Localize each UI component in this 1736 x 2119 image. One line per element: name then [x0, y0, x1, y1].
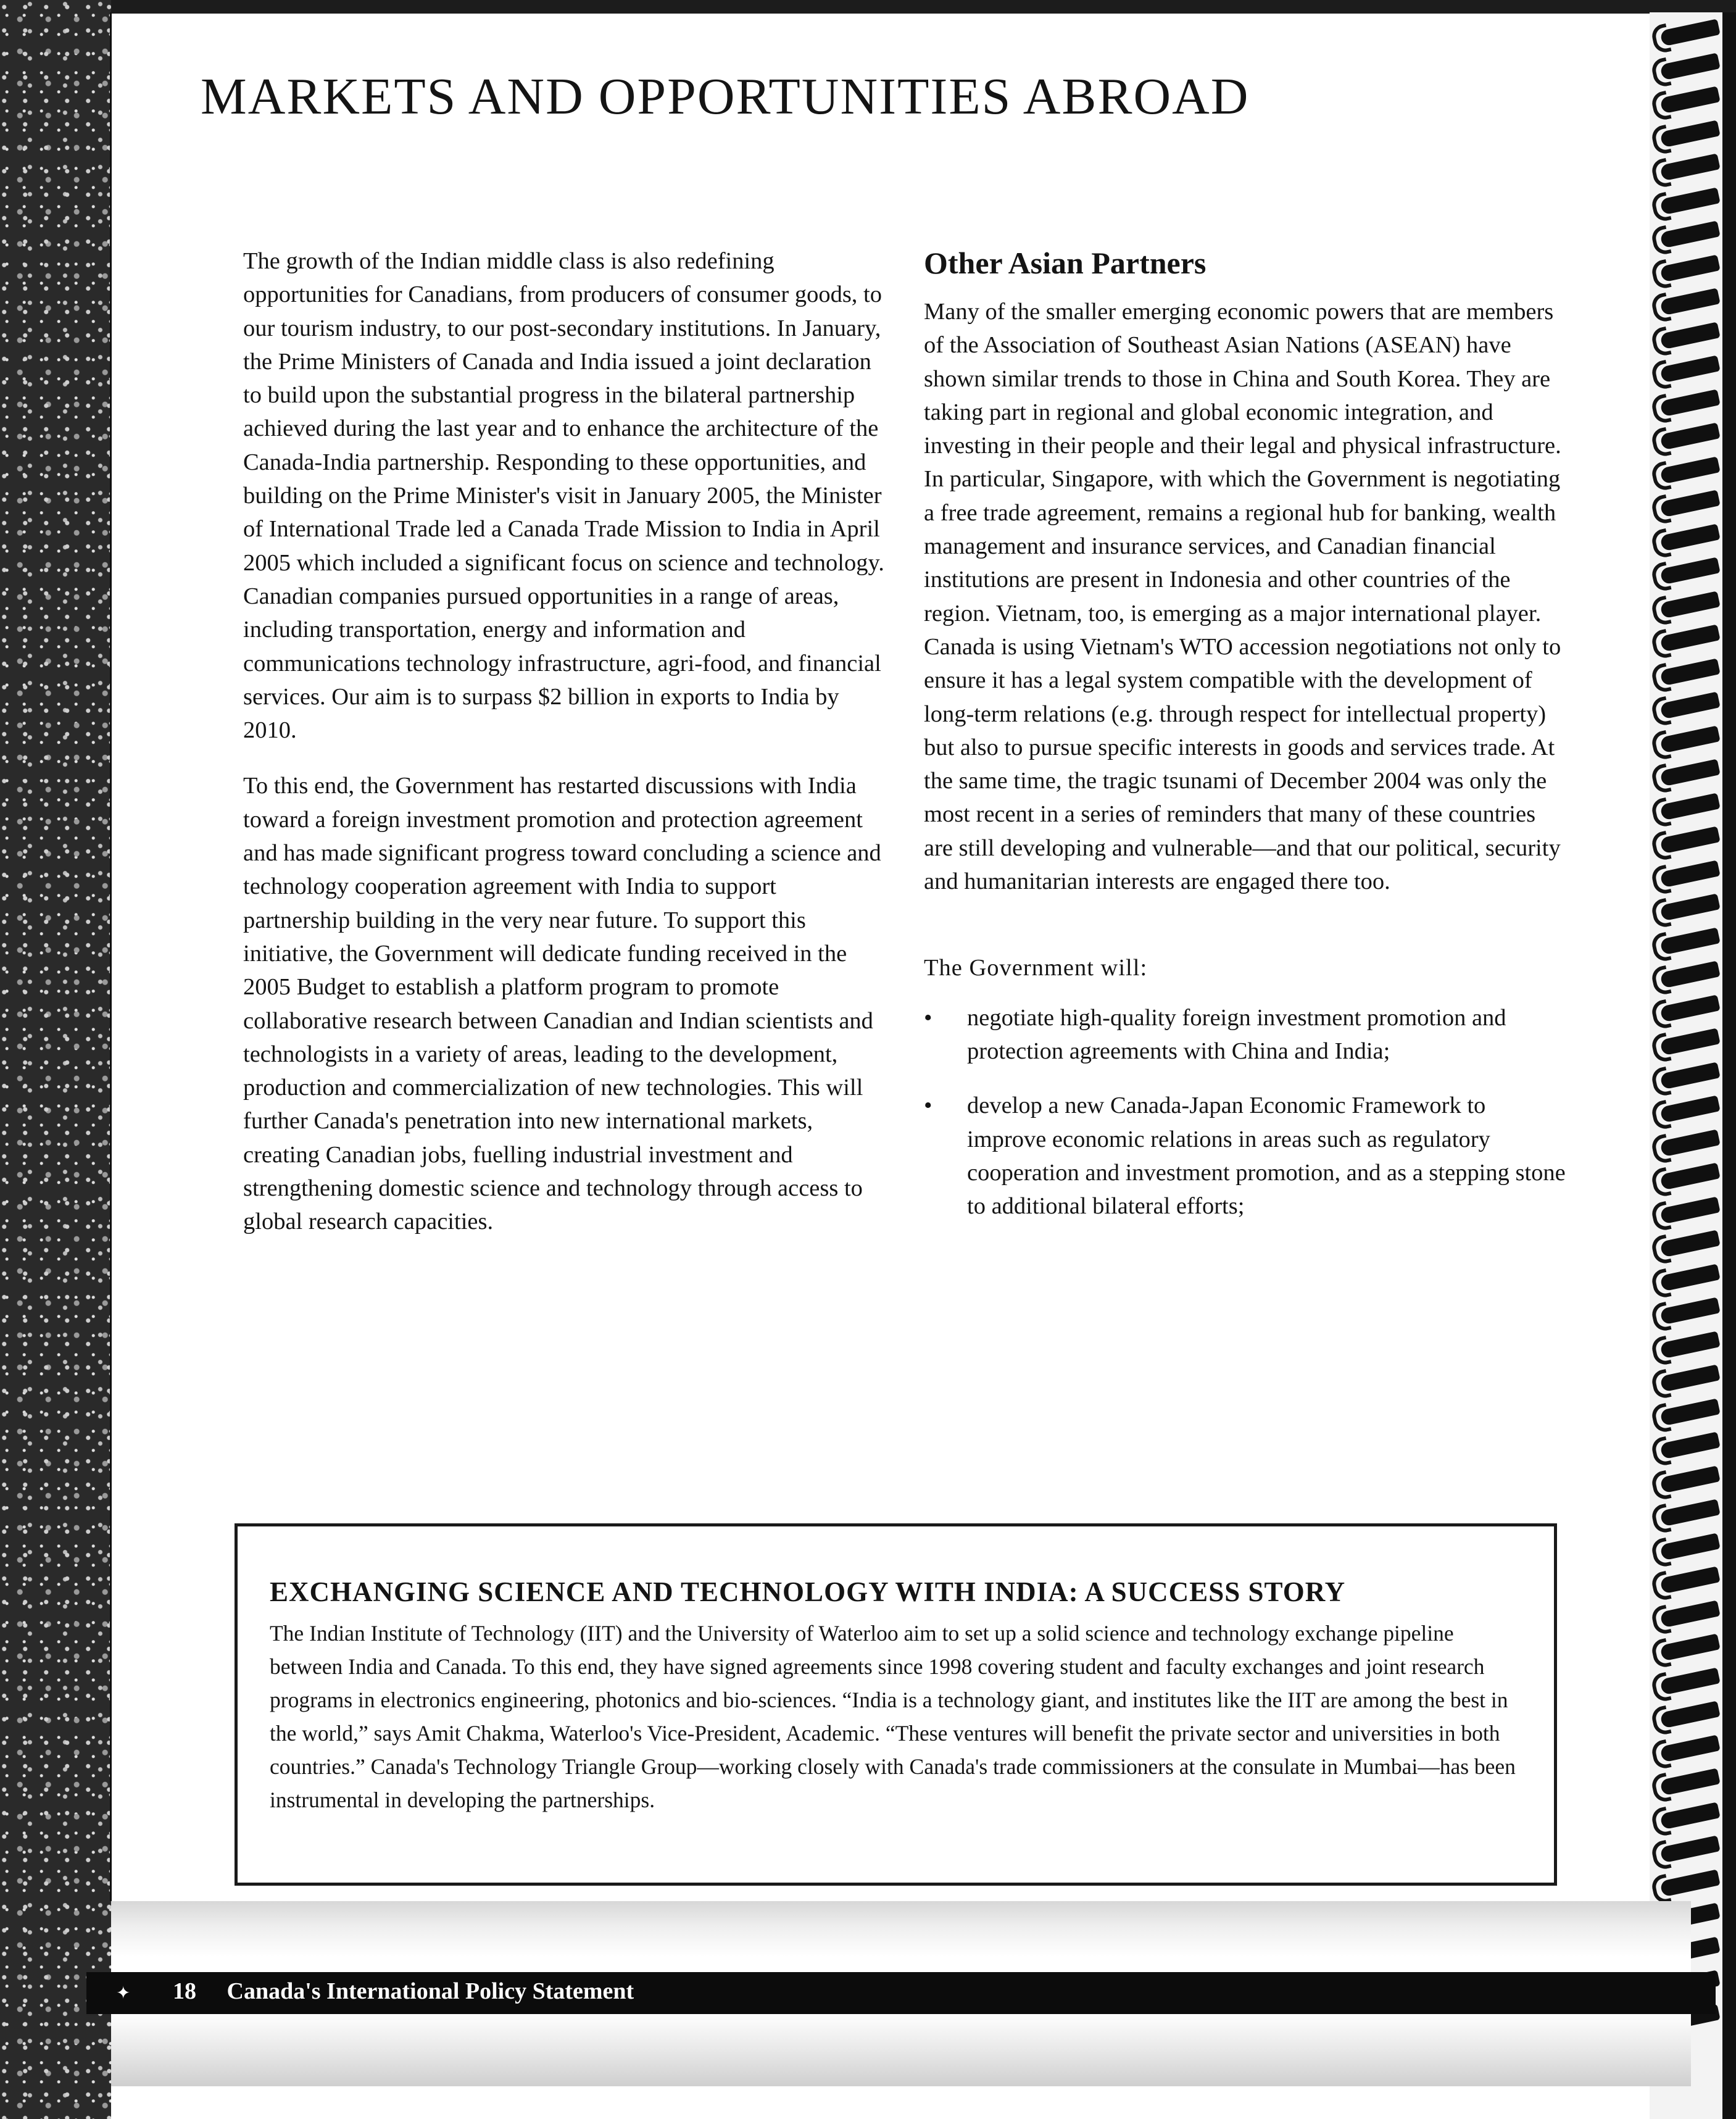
- spiral-coil: [1659, 1230, 1720, 1257]
- spiral-spine: [1722, 12, 1736, 2119]
- spiral-coil: [1659, 1734, 1720, 1762]
- footer: [123, 1978, 634, 2005]
- success-story-title: EXCHANGING SCIENCE AND TECHNOLOGY WITH INDIA: A SUCCESS STORY: [270, 1576, 1346, 1607]
- spiral-coil: [1659, 19, 1720, 46]
- spiral-coil: [1659, 759, 1720, 786]
- spiral-coil: [1659, 1095, 1720, 1123]
- bullet-icon: •: [924, 1004, 932, 1031]
- commitment-list: [924, 1001, 1569, 1223]
- publication-title: Canada's International Policy Statement: [226, 1978, 634, 2004]
- scan-left-edge: [0, 0, 111, 2119]
- spiral-coil: [1659, 725, 1720, 753]
- spiral-coil: [1659, 1533, 1720, 1560]
- spiral-coil: [1659, 1667, 1720, 1695]
- right-column: [924, 244, 1569, 1244]
- spiral-coil: [1659, 1162, 1720, 1190]
- left-column: [243, 244, 885, 1261]
- spiral-coil: [1659, 1633, 1720, 1661]
- success-story-text: The Indian Institute of Technology (IIT) and the University of Waterloo aim to set up a solid science and technology exchange pipeline between India and Canada. To this end, they have signed agreements since 1998 covering student and faculty exchanges and joint research programs in electronics engineering, photonics and bio-sciences. “India is a technology giant, and institutes like the IIT are among the best in the world,” says Amit Chakma, Waterloo's Vice-President, Academic. “These ventures will benefit the private sector and universities in both countries.” Canada's Technology Triangle Group—working closely with Canada's trade commissioners at the consulate in Mumbai—has been instrumental in developing the partnerships.: [270, 1621, 1516, 1812]
- success-story-box: [235, 1523, 1557, 1886]
- spiral-coil: [1659, 1129, 1720, 1157]
- page-title: MARKETS AND OPPORTUNITIES ABROAD: [201, 68, 1250, 125]
- spiral-coil: [1659, 557, 1720, 585]
- spiral-coil: [1659, 1431, 1720, 1459]
- spiral-coil: [1659, 1499, 1720, 1526]
- spiral-coil: [1659, 86, 1720, 114]
- spiral-coil: [1659, 1398, 1720, 1426]
- spiral-coil: [1659, 893, 1720, 921]
- spiral-coil: [1659, 52, 1720, 80]
- spiral-coil: [1659, 1566, 1720, 1594]
- spiral-coil: [1659, 1062, 1720, 1089]
- footer-leaf-icon: ✦: [116, 1984, 131, 2003]
- spiral-coil: [1659, 1701, 1720, 1728]
- spiral-coil: [1659, 1263, 1720, 1291]
- spiral-coil: [1659, 1331, 1720, 1359]
- spiral-coil: [1659, 489, 1720, 517]
- spiral-coil: [1659, 658, 1720, 686]
- list-item: [924, 1001, 1569, 1068]
- left-paragraph-1: The growth of the Indian middle class is also redefining opportunities for Canadians, from producers of consumer goods, to our tourism industry, to our post-secondary institutions. In January, the Prime Ministers of Canada and India issued a joint declaration to build upon the substantial progress in the bilateral partnership achieved during the last year and to enhance the architecture of the Canada-India partnership. Responding to these opportunities, and building on the Prime Minister's visit in January 2005, the Minister of International Trade led a Canada Trade Mission to India in April 2005 which included a significant focus on science and technology. Canadian companies pursued opportunities in a range of areas, including transportation, energy and information and communications technology infrastructure, agri-food, and financial services. Our aim is to surpass $2 billion in exports to India by 2010.: [243, 248, 884, 744]
- spiral-coil: [1659, 120, 1720, 148]
- spiral-coil: [1659, 994, 1720, 1022]
- left-paragraph-2: To this end, the Government has restarted discussions with India toward a foreign investment promotion and protection agreement and has made significant progress toward concluding a science and technology cooperation agreement with India to support partnership building in the very near future. To support this initiative, the Government will dedicate funding received in the 2005 Budget to establish a platform program to promote collaborative research between Canadian and Indian scientists and technologists in a variety of areas, leading to the development, production and commercialization of new technologies. This will further Canada's penetration into new international markets, creating Canadian jobs, fuelling industrial investment and strengthening domestic science and technology through access to global research capacities.: [243, 773, 881, 1235]
- spiral-coil: [1659, 456, 1720, 484]
- list-item-text: develop a new Canada-Japan Economic Framework to improve economic relations in areas such as regulatory cooperation and investment promotion, and as a stepping stone to additional bilateral efforts;: [967, 1093, 1566, 1220]
- government-will-intro: The Government will:: [924, 955, 1148, 981]
- spiral-coil: [1659, 860, 1720, 888]
- page-number: 18: [173, 1978, 196, 2004]
- spiral-coil: [1659, 153, 1720, 181]
- list-item-text: negotiate high-quality foreign investment promotion and protection agreements with China and India;: [967, 1004, 1506, 1064]
- spiral-coil: [1659, 389, 1720, 417]
- spiral-coil: [1659, 1835, 1720, 1863]
- spiral-coil: [1659, 288, 1720, 315]
- scan-top-edge: [0, 0, 1736, 14]
- spiral-coil: [1659, 1600, 1720, 1628]
- spiral-coil: [1659, 1465, 1720, 1493]
- spiral-coil: [1659, 523, 1720, 551]
- right-paragraph: Many of the smaller emerging economic powers that are members of the Association of Southeast Asian Nations (ASEAN) have shown similar trends to those in China and South Korea. They are taking part in regional and global economic integration, and investing in their people and their legal and physical infrastructure. In particular, Singapore, with which the Government is negotiating a free trade agreement, remains a regional hub for banking, wealth management and insurance services, and Canadian financial institutions are present in Indonesia and other countries of the region. Vietnam, too, is emerging as a major international player. Canada is using Vietnam's WTO accession negotiations not only to ensure it has a legal system compatible with the development of long-term relations (e.g. through respect for intellectual property) but also to pursue specific interests in goods and services trade. At the same time, the tragic tsunami of December 2004 was only the most recent in a series of reminders that many of these countries are still developing and vulnerable—and that our political, security and humanitarian interests are engaged there too.: [924, 299, 1561, 895]
- spiral-coil: [1659, 691, 1720, 719]
- spiral-coil: [1659, 960, 1720, 988]
- spiral-coil: [1659, 1364, 1720, 1392]
- spiral-coil: [1659, 793, 1720, 820]
- spiral-coil: [1659, 1297, 1720, 1325]
- spiral-coil: [1659, 927, 1720, 955]
- spiral-coil: [1659, 1196, 1720, 1224]
- section-subhead: Other Asian Partners: [924, 246, 1206, 280]
- spiral-coil: [1659, 322, 1720, 349]
- page-border: [110, 12, 112, 1901]
- spiral-coil: [1659, 826, 1720, 854]
- spiral-coil: [1659, 591, 1720, 618]
- spiral-coil: [1659, 422, 1720, 450]
- spiral-coil: [1659, 254, 1720, 282]
- spiral-coil: [1659, 1802, 1720, 1830]
- spiral-coil: [1659, 220, 1720, 248]
- spiral-coil: [1659, 624, 1720, 652]
- bullet-icon: •: [924, 1093, 932, 1119]
- spiral-coil: [1659, 1869, 1720, 1897]
- spiral-coil: [1659, 355, 1720, 383]
- list-item: [924, 1089, 1569, 1223]
- spiral-coil: [1659, 187, 1720, 215]
- spiral-coil: [1659, 1768, 1720, 1796]
- spiral-binding: [1650, 12, 1736, 2119]
- spiral-coil: [1659, 1028, 1720, 1055]
